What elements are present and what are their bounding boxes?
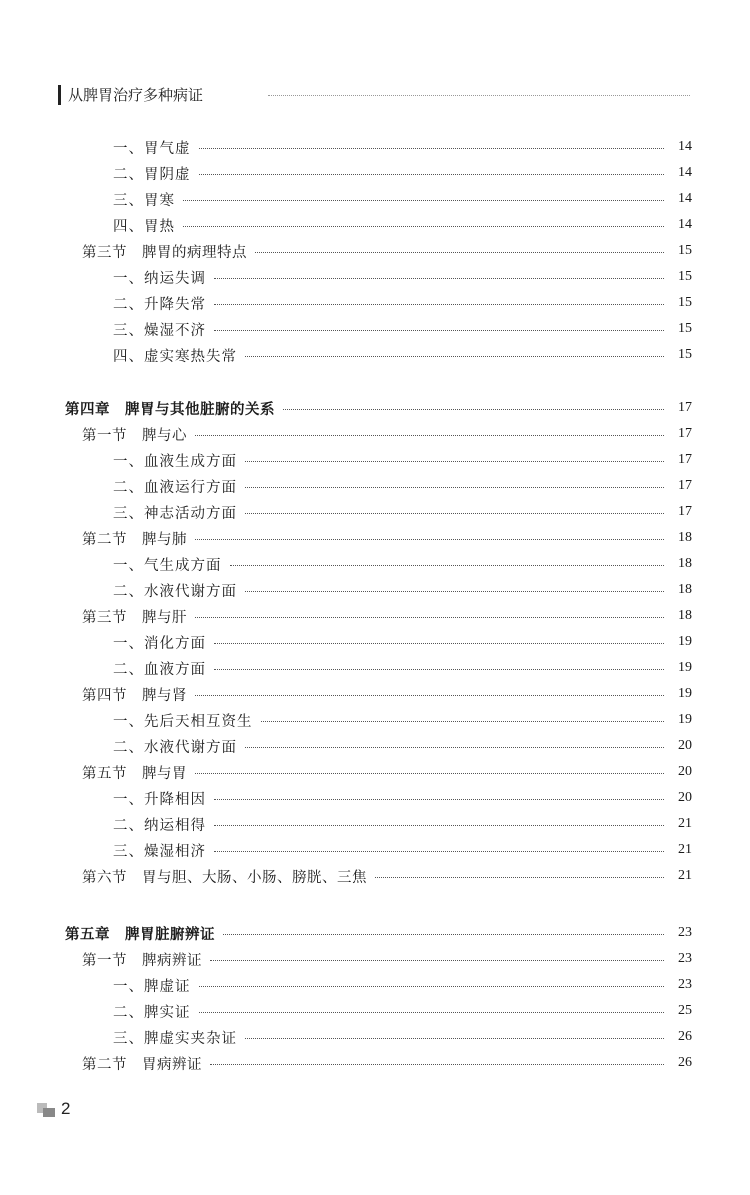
toc-entry-item xyxy=(113,972,692,998)
toc-page-number: 20 xyxy=(678,790,692,805)
book-title: 从脾胃治疗多种病证 xyxy=(68,86,204,104)
toc-leader-dots xyxy=(183,200,664,201)
toc-entry-title: 第一节 脾与心 xyxy=(82,427,187,444)
toc-leader-dots xyxy=(195,773,664,774)
toc-page-number: 19 xyxy=(678,686,692,701)
toc-page-number: 18 xyxy=(678,530,692,545)
toc-page-number: 17 xyxy=(678,478,692,493)
toc-entry-title: 一、消化方面 xyxy=(113,635,206,652)
toc-entry-item xyxy=(113,134,692,160)
toc-entry-section xyxy=(82,603,692,629)
header-bar xyxy=(58,85,61,105)
toc-entry-item xyxy=(113,785,692,811)
toc-entry-section xyxy=(82,681,692,707)
toc-leader-dots xyxy=(199,1012,665,1013)
toc-entry-item xyxy=(113,447,692,473)
toc-entry-item xyxy=(113,998,692,1024)
page-number: 2 xyxy=(61,1099,71,1118)
toc-page-number: 14 xyxy=(678,191,692,206)
toc-entry-title: 三、燥湿相济 xyxy=(113,843,206,860)
toc-leader-dots xyxy=(245,487,664,488)
toc-entry-section xyxy=(82,421,692,447)
toc-entry-title: 四、胃热 xyxy=(113,218,175,235)
toc-page-number: 20 xyxy=(678,764,692,779)
toc-page-number: 19 xyxy=(678,660,692,675)
toc-entry-item xyxy=(113,1024,692,1050)
toc-entry-title: 一、血液生成方面 xyxy=(113,453,237,470)
toc-entry-title: 二、水液代谢方面 xyxy=(113,739,237,756)
toc-page-number: 17 xyxy=(678,400,692,415)
toc-page-number: 26 xyxy=(678,1029,692,1044)
toc-page-number: 17 xyxy=(678,452,692,467)
toc-leader-dots xyxy=(245,1038,664,1039)
toc-entry-title: 一、纳运失调 xyxy=(113,270,206,287)
toc-entry-item xyxy=(113,577,692,603)
toc-entry-title: 二、血液运行方面 xyxy=(113,479,237,496)
toc-entry-section xyxy=(82,1050,692,1076)
toc-entry-title: 第三节 脾胃的病理特点 xyxy=(82,244,247,261)
toc-leader-dots xyxy=(214,304,664,305)
toc-entry-title: 二、纳运相得 xyxy=(113,817,206,834)
toc-entry-section xyxy=(82,759,692,785)
toc-leader-dots xyxy=(214,799,664,800)
toc-leader-dots xyxy=(214,851,664,852)
header-dotted-rule xyxy=(268,95,690,96)
toc-leader-dots xyxy=(245,591,664,592)
toc-entry-title: 二、水液代谢方面 xyxy=(113,583,237,600)
toc-leader-dots xyxy=(195,435,664,436)
toc-leader-dots xyxy=(245,513,664,514)
toc-leader-dots xyxy=(214,330,664,331)
toc-page-number: 21 xyxy=(678,816,692,831)
toc-leader-dots xyxy=(183,226,664,227)
toc-page-number: 23 xyxy=(678,925,692,940)
toc-leader-dots xyxy=(214,669,664,670)
toc-entry-item xyxy=(113,811,692,837)
toc-entry-title: 第二节 胃病辨证 xyxy=(82,1056,202,1073)
toc-leader-dots xyxy=(255,252,664,253)
toc-entry-title: 第四节 脾与肾 xyxy=(82,687,187,704)
toc-entry-title: 第五章 脾胃脏腑辨证 xyxy=(65,926,215,943)
toc-leader-dots xyxy=(195,695,664,696)
toc-leader-dots xyxy=(210,960,664,961)
toc-entry-title: 一、先后天相互资生 xyxy=(113,713,253,730)
toc-entry-title: 三、神志活动方面 xyxy=(113,505,237,522)
toc-entry-item xyxy=(113,473,692,499)
toc-leader-dots xyxy=(230,565,665,566)
toc-leader-dots xyxy=(210,1064,664,1065)
toc-leader-dots xyxy=(195,617,664,618)
toc-entry-item xyxy=(113,186,692,212)
toc-entry-title: 三、脾虚实夹杂证 xyxy=(113,1030,237,1047)
toc-page-number: 17 xyxy=(678,504,692,519)
toc-leader-dots xyxy=(199,986,665,987)
toc-leader-dots xyxy=(261,721,665,722)
toc-leader-dots xyxy=(245,747,664,748)
toc-entry-item xyxy=(113,551,692,577)
toc-entry-item xyxy=(113,212,692,238)
toc-page-number: 14 xyxy=(678,139,692,154)
toc-entry-title: 第二节 脾与肺 xyxy=(82,531,187,548)
toc-page-number: 26 xyxy=(678,1055,692,1070)
toc-page-number: 15 xyxy=(678,347,692,362)
toc-entry-item xyxy=(113,264,692,290)
toc-entry-title: 二、升降失常 xyxy=(113,296,206,313)
toc-entry-chapter xyxy=(65,395,692,421)
toc-page-number: 23 xyxy=(678,951,692,966)
toc-page-number: 21 xyxy=(678,842,692,857)
toc-entry-section xyxy=(82,525,692,551)
toc-entry-item xyxy=(113,342,692,368)
toc-entry-item xyxy=(113,733,692,759)
toc-entry-title: 二、脾实证 xyxy=(113,1004,191,1021)
toc-leader-dots xyxy=(283,409,664,410)
toc-leader-dots xyxy=(245,461,664,462)
toc-entry-title: 第四章 脾胃与其他脏腑的关系 xyxy=(65,401,275,418)
toc-entry-title: 第三节 脾与肝 xyxy=(82,609,187,626)
toc-page-number: 19 xyxy=(678,712,692,727)
toc-page-number: 19 xyxy=(678,634,692,649)
toc-page-number: 18 xyxy=(678,556,692,571)
toc-entry-title: 第一节 脾病辨证 xyxy=(82,952,202,969)
toc-entry-item xyxy=(113,316,692,342)
toc-page-number: 20 xyxy=(678,738,692,753)
toc-entry-section xyxy=(82,238,692,264)
toc-entry-title: 一、升降相因 xyxy=(113,791,206,808)
toc-page-number: 21 xyxy=(678,868,692,883)
toc-leader-dots xyxy=(245,356,664,357)
toc-entry-title: 四、虚实寒热失常 xyxy=(113,348,237,365)
toc-entry-title: 二、胃阴虚 xyxy=(113,166,191,183)
toc-entry-section xyxy=(82,863,692,889)
toc-entry-title: 二、血液方面 xyxy=(113,661,206,678)
toc-page-number: 25 xyxy=(678,1003,692,1018)
toc-page-number: 14 xyxy=(678,165,692,180)
toc-page-number: 18 xyxy=(678,608,692,623)
toc-entry-title: 一、气生成方面 xyxy=(113,557,222,574)
toc-entry-item xyxy=(113,290,692,316)
toc-leader-dots xyxy=(375,877,664,878)
toc-entry-item xyxy=(113,655,692,681)
toc-entry-section xyxy=(82,946,692,972)
toc-leader-dots xyxy=(199,148,665,149)
toc-page-number: 15 xyxy=(678,321,692,336)
toc-entry-item xyxy=(113,707,692,733)
toc-entry-title: 三、胃寒 xyxy=(113,192,175,209)
toc-leader-dots xyxy=(195,539,664,540)
toc-leader-dots xyxy=(214,825,664,826)
toc-page-number: 15 xyxy=(678,269,692,284)
toc-page-number: 18 xyxy=(678,582,692,597)
toc-entry-title: 第六节 胃与胆、大肠、小肠、膀胱、三焦 xyxy=(82,869,367,886)
toc-leader-dots xyxy=(199,174,665,175)
toc-leader-dots xyxy=(214,278,664,279)
toc-entry-item xyxy=(113,837,692,863)
toc-entry-item xyxy=(113,499,692,525)
toc-leader-dots xyxy=(214,643,664,644)
toc-entry-title: 第五节 脾与胃 xyxy=(82,765,187,782)
toc-page-number: 23 xyxy=(678,977,692,992)
toc-entry-chapter xyxy=(65,920,692,946)
toc-page-number: 15 xyxy=(678,295,692,310)
toc-page-number: 17 xyxy=(678,426,692,441)
toc-entry-title: 一、脾虚证 xyxy=(113,978,191,995)
toc-page-number: 15 xyxy=(678,243,692,258)
toc-page-number: 14 xyxy=(678,217,692,232)
toc-entry-item xyxy=(113,160,692,186)
toc-entry-item xyxy=(113,629,692,655)
page-corner-icon xyxy=(37,1103,55,1117)
toc-leader-dots xyxy=(223,934,664,935)
toc-entry-title: 三、燥湿不济 xyxy=(113,322,206,339)
running-header xyxy=(58,83,690,107)
toc-entry-title: 一、胃气虚 xyxy=(113,140,191,157)
